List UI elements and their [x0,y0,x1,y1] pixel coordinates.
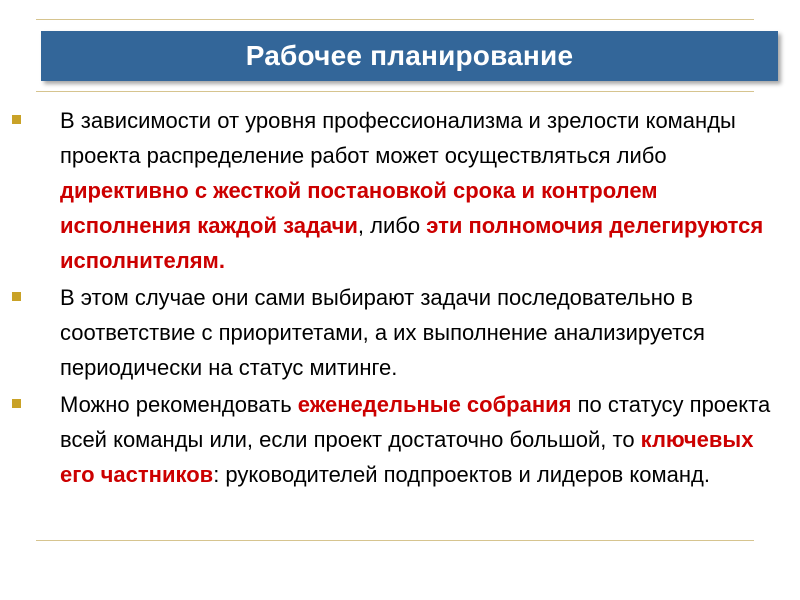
bullet-text: В этом случае они сами выбирают задачи последовательно в соответствие с приоритетами, а их выполнение анализируется периодически на статус митинге. [60,285,705,380]
bullet-text: Можно рекомендовать [60,392,298,417]
top-divider [36,19,754,20]
bullet-text: : руководителей подпроектов и лидеров команд. [213,462,710,487]
square-bullet-icon [12,292,21,301]
square-bullet-icon [12,115,21,124]
highlight-text: директивно с жесткой постановкой срока и контролем исполнения каждой задачи [60,178,658,238]
bullet-text: В зависимости от уровня профессионализма и зрелости команды проекта распределение работ может осуществляться либо [60,108,736,168]
highlight-text: эти полномочия делегируются исполнителям. [60,213,764,273]
bullet-list [12,103,792,494]
bullet-text: по статусу проекта всей команды или, если проект достаточно большой, то [60,392,771,452]
square-bullet-icon [12,399,21,408]
bullet-item-1 [12,103,792,278]
title-bar [41,31,778,81]
highlight-text: еженедельные собрания [297,392,572,417]
slide-title: Рабочее планирование [245,40,574,71]
bullet-item-2 [12,280,792,385]
title-divider [36,91,754,92]
bullet-text: , либо [357,213,427,238]
highlight-text: ключевых его частников [60,427,754,487]
bottom-divider [36,540,754,541]
bullet-item-3 [12,387,792,492]
